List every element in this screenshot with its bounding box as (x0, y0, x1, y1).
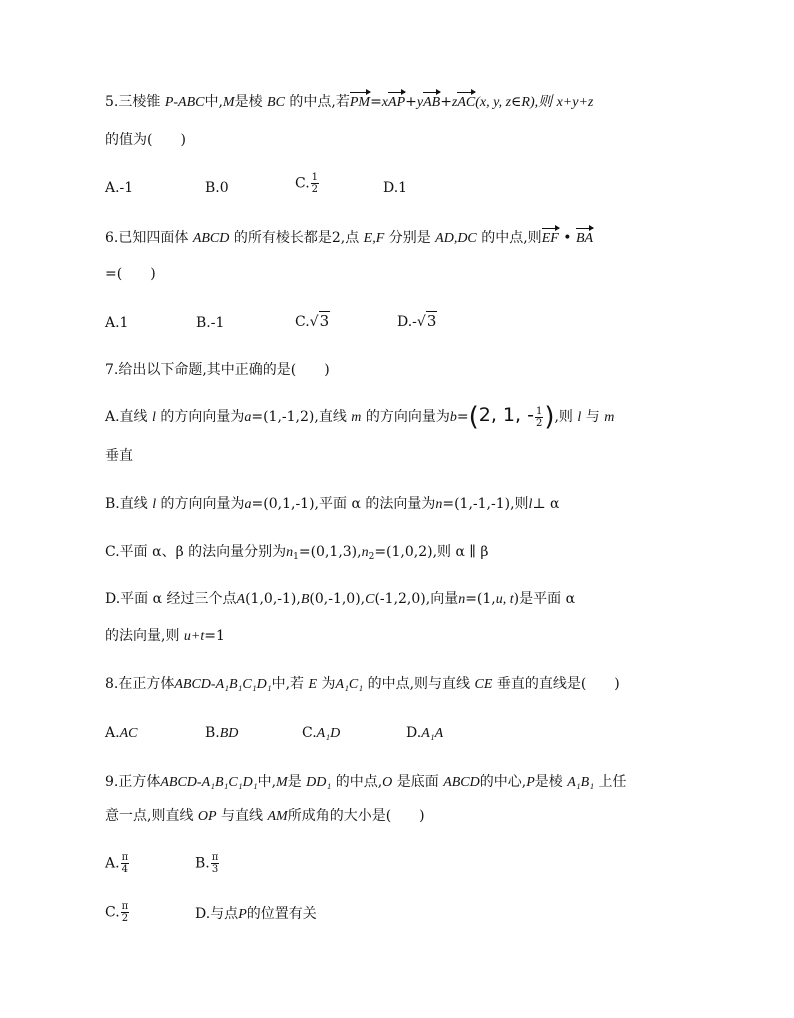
q6-option-d[interactable] (397, 311, 437, 332)
q6-option-a[interactable]: A.1 (105, 315, 129, 331)
q7-text: C.平面 α、β 的法向量分别为 (105, 544, 287, 560)
q8-option-d-label: D. (406, 725, 422, 741)
q5-stem-line2: 的值为( ) (105, 132, 186, 148)
q9-text: 9.正方体 (105, 774, 161, 790)
q8-option-a-value: AC (119, 726, 138, 741)
q5-vector-ac: AC (457, 93, 475, 113)
q7-text: 与 (585, 409, 600, 425)
q9-point-p: P (526, 775, 535, 790)
q7-vector-a: a (244, 497, 252, 512)
q7-stem: 7.给出以下命题,其中正确的是( ) (105, 362, 330, 378)
q5-option-c-fraction (311, 172, 319, 195)
q7-vector-n2: n (361, 545, 369, 560)
q8-text: 垂直的直线是( ) (496, 676, 620, 692)
q6-stem-line1 (105, 228, 593, 249)
q7-point-b: B (300, 592, 310, 607)
q5-option-b[interactable]: B.0 (205, 180, 229, 196)
q7-text: ,则 (554, 409, 573, 425)
q7-text: 的法向量,则 (105, 628, 180, 644)
q8-text: 为 (321, 676, 336, 692)
q7-text: 的方向向量为 (160, 496, 245, 512)
q5-stem-line1 (105, 92, 593, 113)
q6-stem-line2: =( ) (105, 266, 156, 282)
q7-option-a-line1[interactable] (105, 402, 615, 432)
q6-edge-length: 2, (331, 230, 346, 246)
q6-option-b[interactable]: B.-1 (196, 315, 225, 331)
fraction-denominator: 2 (311, 184, 319, 195)
q7-line-l: l (577, 410, 582, 425)
q8-option-c[interactable] (302, 723, 340, 744)
q9-option-c-label: C. (105, 904, 120, 921)
q9-option-c-fraction (121, 901, 130, 924)
q9-option-b[interactable] (195, 852, 220, 875)
fraction-numerator: 1 (311, 172, 319, 183)
fraction-denominator: 4 (121, 864, 129, 875)
q7-vector-n: n (458, 592, 466, 607)
q7-text: =(0,1,3), (298, 544, 362, 560)
q6-option-d-label: D.- (397, 314, 417, 330)
q5-text: 中, (204, 94, 223, 110)
q9-text: 所成角的大小是( ) (287, 808, 425, 824)
q9-point-p: P (238, 907, 247, 922)
q9-cube-label: ABCD-A₁B₁C₁D₁ (160, 775, 258, 790)
q9-option-a[interactable] (105, 852, 130, 875)
q7-text: 的方向向量为 (365, 409, 450, 425)
q5-number: 5. (105, 94, 119, 110)
q7-text: (0,-1,0), (309, 591, 366, 607)
q8-text: 中,若 (271, 676, 305, 692)
q9-text: 的中点, (335, 774, 383, 790)
q7-fraction (535, 406, 543, 429)
q5-vector-ab: AB (423, 93, 440, 113)
q9-option-a-label: A. (105, 855, 120, 872)
q9-point-m: M (276, 775, 288, 790)
q8-option-d[interactable] (406, 723, 443, 744)
q7-sum-ut: u+t (183, 629, 205, 644)
q9-text: 的中心, (479, 774, 527, 790)
q6-text: 点 (345, 230, 360, 246)
q5-text: 的中点,若 (289, 94, 350, 110)
q6-text: 的中点,则 (481, 230, 542, 246)
q7-vector-a: a (244, 410, 252, 425)
q9-base-abcd: ABCD (443, 775, 480, 790)
q8-stem (105, 674, 620, 695)
q5-condition: (x, y, z∈R),则 (475, 95, 553, 110)
q6-sqrt-icon: √3 (416, 312, 437, 330)
q8-option-c-label: C. (302, 725, 317, 741)
q6-option-c[interactable] (295, 311, 330, 332)
q7-text: =1 (204, 628, 225, 644)
q5-coef-z: z (451, 95, 458, 110)
q5-option-c-label: C. (295, 175, 310, 192)
q8-option-b-value: BD (219, 726, 239, 741)
q5-option-a[interactable]: A.-1 (105, 180, 134, 196)
q7-line-m: m (351, 410, 362, 425)
q7-vector-n: n (435, 497, 443, 512)
q5-coef-y: y (416, 95, 424, 110)
q7-text: =(1, (465, 591, 496, 607)
q6-points-ef: E,F (363, 231, 385, 246)
q6-radicand: 3 (426, 312, 437, 330)
q7-text: =(1,0,2),则 α ∥ β (374, 544, 489, 560)
q5-vector-ap: AP (388, 93, 405, 113)
q7-point-c: C (365, 592, 375, 607)
q5-plus: + (405, 94, 417, 110)
q5-edge-bc: BC (267, 95, 285, 110)
q9-option-a-fraction (121, 852, 130, 875)
q8-line-ce: CE (474, 677, 493, 692)
q9-edge-a1b1: A₁B₁ (567, 775, 595, 790)
q7-text: =(0,1,-1),平面 α 的法向量为 (251, 496, 436, 512)
fraction-numerator: π (211, 852, 219, 863)
left-paren-icon: ( (468, 402, 479, 432)
q7-vector-b-components: 2, 1, - (478, 404, 534, 426)
fraction-numerator: π (121, 852, 129, 863)
q5-option-d[interactable]: D.1 (383, 180, 408, 196)
q8-text: 8.在正方体 (105, 676, 175, 692)
fraction-denominator: 2 (535, 417, 543, 429)
q7-text: (-1,2,0),向量 (374, 591, 459, 607)
q9-text: 是底面 (396, 774, 439, 790)
q6-vector-ef: EF (542, 229, 559, 249)
q9-stem-line2 (105, 806, 425, 827)
q7-vector-b: b (449, 410, 457, 425)
q7-text: 的方向向量为 (160, 409, 245, 425)
q9-text: 上任 (598, 774, 627, 790)
q7-line-l: l (152, 410, 156, 425)
q7-text: (1,0,-1), (245, 591, 301, 607)
q5-text: 三棱锥 (118, 94, 161, 110)
q7-subscript: 2 (368, 552, 375, 562)
q5-expression: x+y+z (556, 95, 594, 110)
q7-line-l: l (152, 497, 157, 512)
q6-sqrt-icon: √3 (309, 312, 330, 330)
q8-option-b-label: B. (205, 725, 220, 741)
right-paren-icon: ) (544, 402, 555, 432)
q6-dot-product: • (563, 230, 572, 246)
q7-option-a-line2: 垂直 (105, 448, 133, 464)
q5-equals: = (370, 94, 382, 110)
q9-option-b-fraction (211, 852, 220, 875)
q5-text: 是棱 (234, 94, 263, 110)
q6-text: 分别是 (388, 230, 431, 246)
q8-text: 的中点,则与直线 (367, 676, 471, 692)
q8-segment-a1c1: A₁C₁ (335, 677, 364, 692)
q9-point-o: O (382, 775, 393, 790)
fraction-numerator: 1 (535, 405, 543, 417)
q7-line-m: m (604, 410, 615, 425)
q9-option-d[interactable] (195, 904, 317, 925)
q6-option-c-label: C. (295, 314, 310, 330)
q7-text: A.直线 (105, 409, 148, 425)
q6-text: 的所有棱长都是 (233, 230, 332, 246)
q9-line-op: OP (197, 809, 217, 824)
q9-line-am: AM (267, 809, 288, 824)
q7-text: = (456, 409, 469, 425)
q7-option-d-line2 (105, 626, 225, 647)
q7-text: =(1,-1,-1),则 (442, 496, 529, 512)
q5-plus: + (440, 94, 452, 110)
q8-option-d-value: A₁A (421, 726, 444, 741)
q8-option-a-label: A. (105, 725, 120, 741)
q8-option-b[interactable] (205, 723, 238, 744)
q9-stem-line1 (105, 772, 627, 793)
q8-cube-label: ABCD-A₁B₁C₁D₁ (174, 677, 272, 692)
q7-subscript: 1 (293, 552, 299, 562)
fraction-denominator: 2 (121, 913, 129, 924)
q9-option-d-text: 的位置有关 (246, 906, 317, 922)
q6-text: 6.已知四面体 (105, 230, 189, 246)
q7-option-c[interactable] (105, 542, 488, 567)
q6-radicand: 3 (319, 312, 330, 330)
q8-option-a[interactable] (105, 723, 137, 744)
q7-option-b[interactable] (105, 494, 560, 515)
q7-text: B.直线 (105, 496, 148, 512)
q7-text: =(1,-1,2),直线 (251, 409, 347, 425)
q6-edges-ad-dc: AD,DC (435, 231, 477, 246)
fraction-denominator: 3 (211, 864, 219, 875)
q7-vector-n1: n (286, 545, 294, 560)
q5-point-m: M (222, 95, 235, 110)
q7-text: D.平面 α 经过三个点 (105, 591, 237, 607)
q9-option-d-label: D.与点 (195, 906, 239, 922)
q5-vector-pm: PM (350, 93, 370, 113)
q7-text: )是平面 α (513, 591, 576, 607)
q7-text: ⊥ α (532, 496, 560, 512)
q9-text: 意一点,则直线 (105, 808, 194, 824)
q7-point-a: A (236, 592, 246, 607)
q9-edge-dd1: DD₁ (306, 775, 332, 790)
q9-option-b-label: B. (195, 855, 210, 872)
q6-tetrahedron-label: ABCD (192, 231, 230, 246)
q7-option-d-line1[interactable] (105, 589, 575, 610)
q7-line-l: l (528, 497, 533, 512)
q9-text: 是 (287, 774, 302, 790)
q9-text: 中, (257, 774, 277, 790)
q8-point-e: E (308, 677, 318, 692)
q9-option-c[interactable] (105, 901, 130, 924)
q5-option-c[interactable] (295, 172, 320, 195)
fraction-numerator: π (121, 901, 129, 912)
q7-unknowns: u, t (495, 592, 514, 607)
q9-text: 是棱 (534, 774, 563, 790)
q5-pyramid-label: P-ABC (164, 95, 205, 110)
q8-option-c-value: A₁D (316, 726, 341, 741)
q6-vector-ba: BA (576, 229, 593, 249)
q5-coef-x: x (381, 95, 389, 110)
q9-text: 与直线 (221, 808, 264, 824)
